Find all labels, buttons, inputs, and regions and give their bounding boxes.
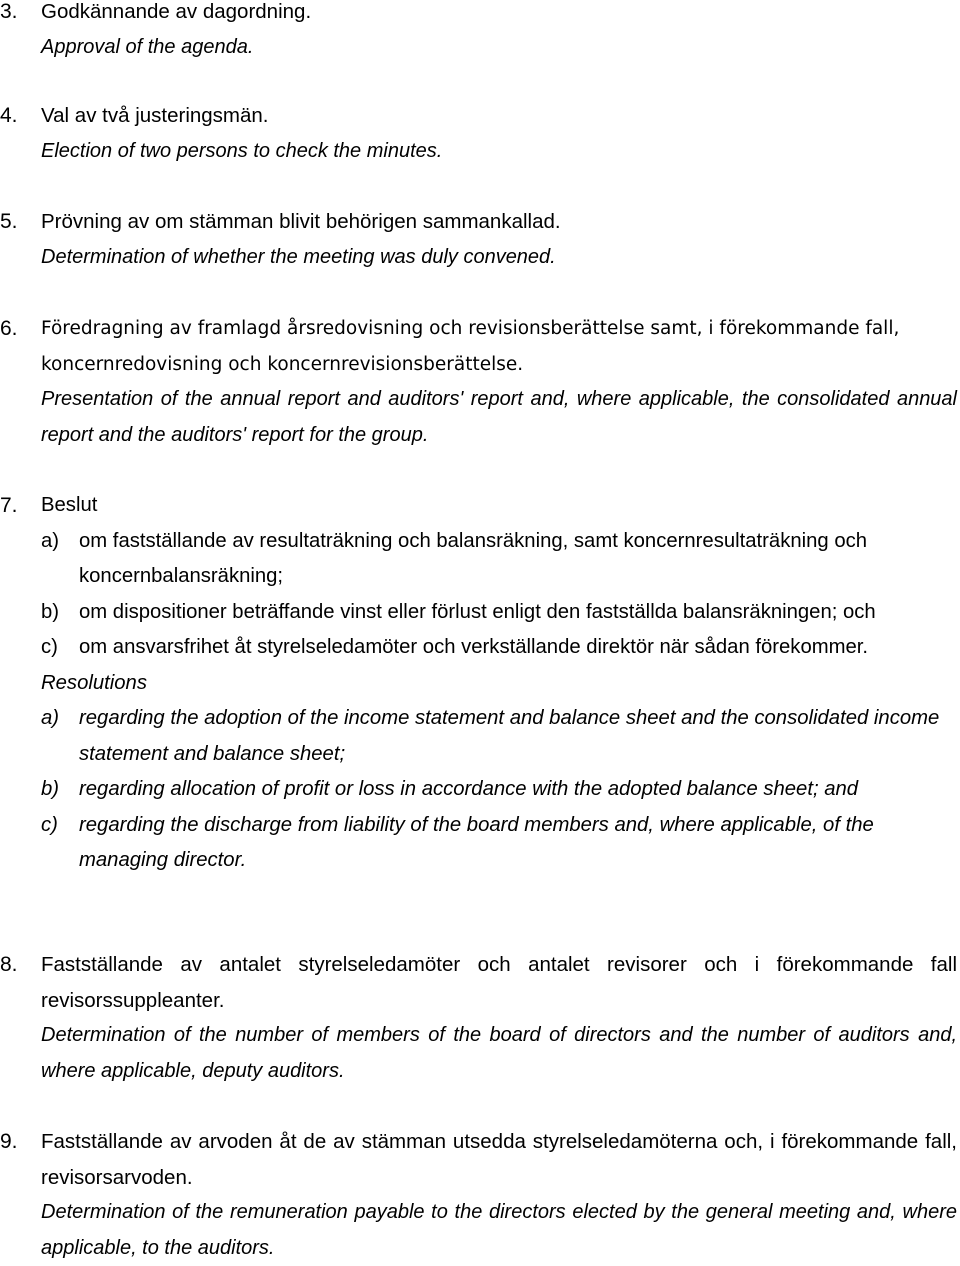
item-number: 9. — [0, 1130, 18, 1153]
item-text-swedish: Föredragning av framlagd årsredovisning och revisionsberättelse samt, i förekommande fall, koncernredovisning och koncernrevisionsberättelse. — [41, 318, 900, 375]
item-text-english: Presentation of the annual report and auditors' report and, where applicable, the consolidated annual report and the auditors' report for the group. — [41, 388, 957, 446]
resolution-heading-english: Resolutions — [41, 671, 147, 694]
subitem-a-swedish — [41, 524, 957, 595]
item-text-english: Determination of the number of members of the board of directors and the number of auditors and, where applicable, deputy auditors. — [41, 1024, 957, 1082]
subitem-text: om fastställande av resultaträkning och balansräkning, samt koncernresultaträkning och koncernbalansräkning; — [79, 529, 868, 587]
item-text-swedish: Fastställande av antalet styrelseledamöter och antalet revisorer och i förekommande fall revisorssuppleanter. — [41, 953, 957, 1012]
item-text-english: Election of two persons to check the minutes. — [41, 139, 443, 162]
subitem-label: a) — [41, 707, 60, 729]
subitem-text: regarding allocation of profit or loss in accordance with the adopted balance sheet; and — [79, 778, 859, 800]
item-number: 4. — [0, 104, 18, 127]
subitem-label: c) — [41, 813, 58, 836]
subitem-text: regarding the discharge from liability of the board members and, where applicable, of the managing director. — [79, 813, 874, 871]
subitem-label: a) — [41, 529, 60, 552]
item-text-english: Determination of the remuneration payable to the directors elected by the general meeting and, where applicable, to the auditors. — [41, 1201, 957, 1259]
subitem-label: c) — [41, 636, 58, 658]
subitem-text: regarding the adoption of the income statement and balance sheet and the consolidated income statement and balance sheet; — [79, 707, 940, 765]
item-text-swedish: Godkännande av dagordning. — [41, 0, 312, 23]
resolution-heading-swedish: Beslut — [41, 494, 98, 516]
item-number: 7. — [0, 494, 18, 517]
item-number: 6. — [0, 317, 18, 340]
item-text-swedish: Val av två justeringsmän. — [41, 104, 269, 127]
subitem-b-english — [41, 772, 957, 808]
subitem-label: b) — [41, 778, 60, 800]
item-text-english: Approval of the agenda. — [41, 35, 254, 58]
subitem-label: b) — [41, 600, 60, 623]
item-number: 3. — [0, 0, 18, 23]
item-text-english: Determination of whether the meeting was duly convened. — [41, 245, 556, 268]
item-number: 5. — [0, 210, 18, 233]
subitem-c-swedish — [41, 630, 957, 666]
subitem-text: om ansvarsfrihet åt styrelseledamöter och verkställande direktör när sådan förekommer. — [79, 636, 869, 658]
subitem-a-english — [41, 701, 957, 772]
item-text-swedish: Fastställande av arvoden åt de av stämman utsedda styrelseledamöterna och, i förekommande fall, revisorsarvoden. — [41, 1130, 957, 1189]
item-text-swedish: Prövning av om stämman blivit behörigen sammankallad. — [41, 210, 561, 233]
subitem-b-swedish — [41, 595, 957, 631]
subitem-text: om dispositioner beträffande vinst eller förlust enligt den fastställda balansräkningen; och — [79, 600, 876, 623]
item-number: 8. — [0, 953, 18, 976]
subitem-c-english — [41, 808, 957, 879]
